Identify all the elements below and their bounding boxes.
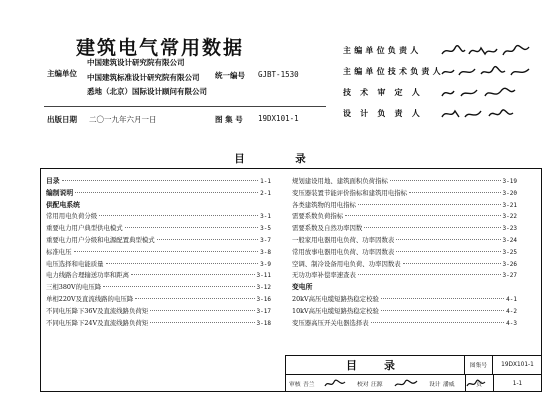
atlas-title: 建筑电气常用数据 bbox=[76, 37, 245, 59]
toc-leader bbox=[99, 215, 258, 216]
toc-leader bbox=[103, 286, 254, 287]
toc-entry-title: 变压器装置节能评价指标和建筑用电指标 bbox=[292, 188, 408, 197]
toc-entry-page: 3-11 bbox=[256, 272, 271, 280]
toc-entry-title: 目录 bbox=[46, 177, 60, 185]
toc-entry[interactable] bbox=[46, 200, 271, 212]
figure-number-label: 图 集 号 bbox=[215, 115, 243, 124]
toc-leader bbox=[371, 322, 504, 323]
toc-entry-title: 电压选择和电能质量 bbox=[46, 259, 104, 268]
toc-entry[interactable] bbox=[292, 259, 517, 271]
toc-entry-page: 3-21 bbox=[502, 201, 517, 209]
title-block-figno: 19DX101-1 bbox=[493, 355, 542, 375]
handwritten-signature bbox=[439, 63, 539, 81]
handwritten-signature bbox=[439, 84, 539, 102]
toc-entry-title: 重要电力用户典型供电模式 bbox=[46, 224, 123, 233]
toc-leader bbox=[74, 251, 259, 252]
toc-leader bbox=[106, 263, 259, 264]
editor-unit-1: 中国建筑设计研究院有限公司 bbox=[87, 58, 185, 67]
toc-entry-title: 变压器高压开关电器选择表 bbox=[292, 318, 369, 327]
toc-column-right bbox=[292, 176, 517, 329]
toc-leader bbox=[345, 215, 500, 216]
toc-entry-page: 3-25 bbox=[502, 248, 517, 256]
toc-entry-title: 不同电压降下24V及直流线路负荷矩 bbox=[46, 318, 149, 327]
signers-panel bbox=[343, 40, 543, 124]
toc-entry[interactable] bbox=[46, 211, 271, 223]
toc-entry-page: 3-27 bbox=[502, 272, 517, 280]
check-label: 校对 bbox=[357, 382, 369, 388]
toc-entry-page: 3-7 bbox=[260, 236, 271, 244]
toc-leader bbox=[157, 239, 259, 240]
signer-row bbox=[343, 40, 543, 61]
toc-entry-page: 4-1 bbox=[506, 295, 517, 303]
toc-entry[interactable] bbox=[292, 294, 517, 306]
toc-entry-page: 4-2 bbox=[506, 307, 517, 315]
toc-entry-title: 不同电压降下36V及直流线路负荷矩 bbox=[46, 306, 149, 315]
toc-entry-page: 3-8 bbox=[260, 248, 271, 256]
toc-leader bbox=[396, 251, 500, 252]
signer-role: 主编单位负责人 bbox=[343, 46, 422, 55]
toc-leader bbox=[75, 192, 258, 193]
toc-entry-page: 1-1 bbox=[260, 178, 271, 185]
atlas-number-label: 统一编号 bbox=[215, 71, 245, 80]
toc-entry-title: 常用放事电器用电负荷、功率因数表 bbox=[292, 247, 395, 256]
toc-entry-page: 3-1 bbox=[260, 213, 271, 221]
toc-entry-page: 3-5 bbox=[260, 225, 271, 233]
toc-entry-title: 需要系数及自然功率因数 bbox=[292, 224, 363, 233]
toc-column-left bbox=[46, 176, 271, 329]
figure-number: 19DX101-1 bbox=[258, 114, 299, 123]
toc-entry-page: 4-3 bbox=[506, 319, 517, 327]
toc-entry[interactable] bbox=[46, 282, 271, 294]
design-label: 设计 bbox=[429, 382, 441, 388]
header-divider bbox=[44, 106, 326, 107]
toc-entry-title: 标准电压 bbox=[46, 247, 72, 256]
toc-entry[interactable] bbox=[46, 235, 271, 247]
toc-entry[interactable] bbox=[292, 306, 517, 318]
editor-units bbox=[87, 56, 207, 100]
toc-leader bbox=[125, 227, 258, 228]
title-block-figno-label: 图集号 bbox=[465, 355, 493, 375]
toc-leader bbox=[150, 310, 254, 311]
signer-role: 技 术 审 定 人 bbox=[343, 88, 423, 97]
toc-entry-page: 3-19 bbox=[502, 178, 517, 185]
toc-entry[interactable] bbox=[292, 188, 517, 200]
toc-entry-title: 一般家用电器用电负荷、功率因数表 bbox=[292, 235, 395, 244]
title-block-page-label: 页 bbox=[476, 382, 482, 388]
toc-leader bbox=[396, 239, 500, 240]
toc-entry[interactable] bbox=[292, 318, 517, 330]
toc-leader bbox=[150, 322, 254, 323]
toc-entry-title: 10kV高压电缆短路热稳定校验 bbox=[292, 306, 379, 315]
signer-row bbox=[343, 82, 543, 103]
toc-entry-title: 编制说明 bbox=[46, 188, 74, 197]
toc-entry-page: 3-16 bbox=[256, 295, 271, 303]
toc-entry[interactable] bbox=[292, 223, 517, 235]
toc-leader bbox=[135, 298, 254, 299]
toc-entry-title: 空调、制冷设备用电负荷、功率因数表 bbox=[292, 259, 401, 268]
atlas-number: GJBT-1530 bbox=[258, 70, 299, 79]
toc-entry-title: 单相220V及直流线路的电压降 bbox=[46, 294, 134, 303]
toc-entry-page: 3-17 bbox=[256, 307, 271, 315]
toc-entry-title: 变电所 bbox=[292, 283, 313, 292]
toc-entry-page: 2-1 bbox=[260, 189, 271, 197]
toc-entry-page: 3-22 bbox=[502, 213, 517, 221]
toc-entry-page: 3-20 bbox=[502, 189, 517, 197]
toc-entry-page: 3-12 bbox=[256, 284, 271, 292]
toc-entry-page: 3-23 bbox=[502, 225, 517, 233]
toc-leader bbox=[381, 298, 504, 299]
editor-unit-2: 中国建筑标准设计研究院有限公司 bbox=[87, 72, 200, 82]
toc-entry[interactable] bbox=[292, 282, 517, 294]
title-block-page: 1-1 bbox=[512, 380, 523, 387]
publish-date: 二〇一九年六月一日 bbox=[89, 115, 157, 124]
toc-leader bbox=[358, 274, 501, 275]
toc-leader bbox=[403, 263, 501, 264]
toc-entry-title: 常用用电负荷分级 bbox=[46, 212, 98, 221]
signer-role: 主编单位技术负责人 bbox=[343, 67, 444, 76]
publish-date-label: 出版日期 bbox=[47, 115, 77, 124]
handwritten-signature bbox=[323, 378, 349, 390]
checker-name: 汪源 bbox=[371, 382, 383, 388]
toc-entry[interactable] bbox=[46, 259, 271, 271]
toc-entry-title: 供配电系统 bbox=[46, 200, 80, 209]
toc-entry-title: 电力线路合理输送功率和距离 bbox=[46, 271, 130, 280]
toc-entry[interactable] bbox=[292, 200, 517, 212]
toc-entry[interactable] bbox=[46, 318, 271, 330]
handwritten-signature bbox=[393, 378, 421, 390]
toc-entry[interactable] bbox=[46, 188, 271, 200]
handwritten-signature bbox=[439, 42, 539, 60]
handwritten-signature bbox=[439, 105, 539, 123]
toc-entry[interactable] bbox=[46, 223, 271, 235]
designer-name: 潘威 bbox=[443, 382, 455, 388]
toc-heading: 目 录 bbox=[234, 153, 326, 165]
toc-entry[interactable] bbox=[46, 176, 271, 188]
toc-entry-page: 3-26 bbox=[502, 260, 517, 268]
toc-entry-title: 规划建设用地、建筑面积负荷指标 bbox=[292, 177, 388, 185]
toc-leader bbox=[381, 310, 504, 311]
toc-entry-title: 各类建筑物的用电指标 bbox=[292, 200, 356, 209]
toc-entry-page: 3-9 bbox=[260, 260, 271, 268]
toc-entry-title: 三相380V的电压降 bbox=[46, 283, 102, 292]
toc-entry-page: 3-18 bbox=[256, 319, 271, 327]
toc-leader bbox=[409, 192, 501, 193]
title-block-name: 目 录 bbox=[285, 355, 465, 375]
toc-entry[interactable] bbox=[292, 247, 517, 259]
toc-entry[interactable] bbox=[292, 211, 517, 223]
toc-entry[interactable] bbox=[292, 235, 517, 247]
signer-row bbox=[343, 61, 543, 82]
editor-unit-3: 悉地（北京）国际设计顾问有限公司 bbox=[87, 87, 207, 96]
toc-leader bbox=[62, 180, 259, 181]
toc-entry-title: 20kV高压电缆短路热稳定校验 bbox=[292, 294, 379, 303]
toc-leader bbox=[358, 204, 501, 205]
toc-entry-title: 无功功率补偿率速查表 bbox=[292, 271, 356, 280]
toc-entry-page: 3-24 bbox=[502, 236, 517, 244]
editor-unit-label: 主编单位 bbox=[47, 69, 77, 78]
toc-entry-title: 需要系数负荷指标 bbox=[292, 212, 344, 221]
toc-entry[interactable] bbox=[292, 270, 517, 282]
toc-entry[interactable] bbox=[46, 306, 271, 318]
toc-entry[interactable] bbox=[292, 176, 517, 188]
toc-leader bbox=[364, 227, 500, 228]
toc-leader bbox=[131, 274, 254, 275]
toc-leader bbox=[390, 180, 501, 181]
signer-role: 设 计 负 责 人 bbox=[343, 109, 423, 118]
toc-entry[interactable] bbox=[46, 270, 271, 282]
signer-row bbox=[343, 103, 543, 124]
toc-entry[interactable] bbox=[46, 247, 271, 259]
reviewer-name: 吾兰 bbox=[303, 382, 315, 388]
review-label: 审核 bbox=[289, 382, 301, 388]
toc-entry[interactable] bbox=[46, 294, 271, 306]
toc-entry-title: 重要电力用户分级和电源配置典型模式 bbox=[46, 235, 155, 244]
